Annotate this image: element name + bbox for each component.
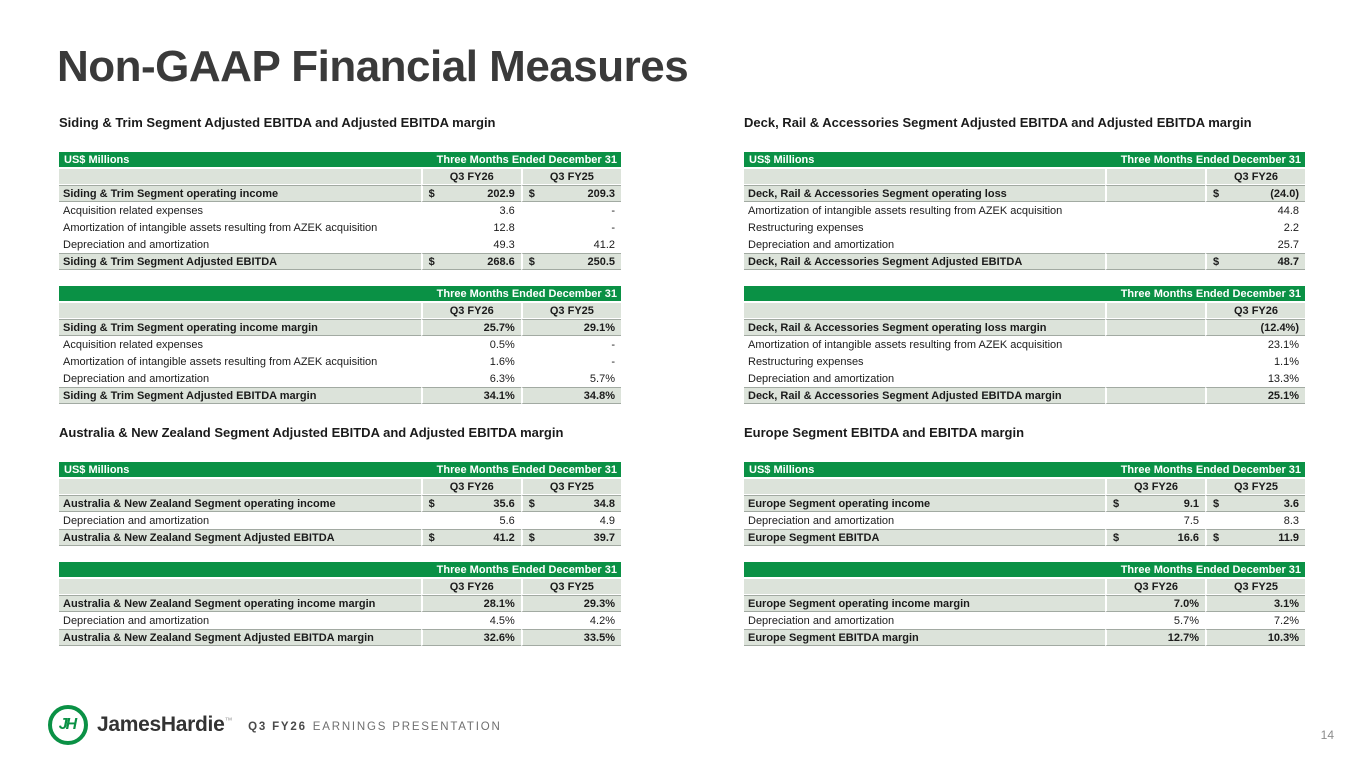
- subheader-spacer: [59, 169, 421, 185]
- row-value-cell: [521, 512, 621, 529]
- table-row: [744, 512, 1305, 529]
- row-label: Depreciation and amortization: [744, 512, 1105, 529]
- table-period-header: Three Months Ended December 31: [1105, 462, 1305, 479]
- row-value-cell: [1205, 370, 1305, 387]
- table-header-row: [744, 562, 1305, 579]
- brand-text: JamesHardie: [97, 713, 225, 736]
- table-subheader-row: [59, 169, 621, 185]
- column-header: Q3 FY26: [421, 479, 521, 495]
- section-heading: Australia & New Zealand Segment Adjusted EBITDA and Adjusted EBITDA margin: [59, 425, 564, 440]
- row-label: Restructuring expenses: [744, 219, 1105, 236]
- table-subheader-row: [59, 303, 621, 319]
- section-anz: [59, 426, 621, 646]
- currency-symbol: $: [428, 497, 435, 510]
- cell-value: 25.7: [1277, 238, 1300, 251]
- cell-value: 23.1%: [1267, 338, 1300, 351]
- table-row: [744, 612, 1305, 629]
- cell-value: 6.3%: [489, 372, 515, 385]
- cell-value: 7.2%: [1273, 614, 1300, 627]
- row-value-cell: [521, 353, 621, 370]
- row-value-cell: [421, 495, 521, 512]
- table-row: [59, 595, 621, 612]
- column-header: Q3 FY26: [421, 303, 521, 319]
- table-row: [744, 495, 1305, 512]
- column-header: Q3 FY26: [421, 579, 521, 595]
- currency-symbol: $: [528, 497, 535, 510]
- row-value-cell: [1205, 387, 1305, 404]
- row-value-cell: [1105, 529, 1205, 546]
- cell-value: 44.8: [1277, 204, 1300, 217]
- cell-value: 25.1%: [1267, 389, 1300, 402]
- table-subheader-row: [744, 579, 1305, 595]
- table-row: [744, 219, 1305, 236]
- logo-monogram: JH: [58, 716, 76, 733]
- row-value-cell: [421, 595, 521, 612]
- row-label: Siding & Trim Segment operating income: [59, 185, 421, 202]
- table-row: [59, 336, 621, 353]
- row-value-cell: [1205, 336, 1305, 353]
- cell-value: 25.7%: [483, 321, 515, 334]
- cell-value: 3.1%: [1273, 597, 1300, 610]
- cell-value: 41.2: [493, 531, 515, 544]
- row-value-cell: [1105, 612, 1205, 629]
- currency-symbol: $: [528, 187, 535, 200]
- table-subheader-row: [744, 479, 1305, 495]
- section-heading: Europe Segment EBITDA and EBITDA margin: [744, 425, 1025, 440]
- table-header-row: [744, 462, 1305, 479]
- right-column: [744, 116, 1305, 662]
- cell-value: 39.7: [593, 531, 615, 544]
- cell-value: 29.3%: [583, 597, 615, 610]
- row-label: Depreciation and amortization: [59, 370, 421, 387]
- table-header-row: [744, 286, 1305, 303]
- cell-value: 5.6: [499, 514, 515, 527]
- table-row: [744, 595, 1305, 612]
- row-value-cell: [1205, 319, 1305, 336]
- table-header-row: [59, 462, 621, 479]
- table-row: [59, 185, 621, 202]
- table-row: [744, 202, 1305, 219]
- section-deck-rail: [744, 116, 1305, 404]
- subheader-spacer: [59, 479, 421, 495]
- row-value-cell: [1105, 185, 1205, 202]
- row-value-cell: [521, 595, 621, 612]
- cell-value: 12.7%: [1167, 631, 1199, 644]
- column-header: Q3 FY26: [1205, 169, 1305, 185]
- currency-symbol: $: [1213, 187, 1220, 200]
- row-label: Europe Segment EBITDA: [744, 529, 1105, 546]
- table-unit-label: US$ Millions: [744, 152, 1105, 169]
- row-value-cell: [521, 319, 621, 336]
- subheader-spacer: [744, 579, 1105, 595]
- table-row: [59, 202, 621, 219]
- row-value-cell: [1205, 236, 1305, 253]
- cell-value: 1.1%: [1273, 355, 1300, 368]
- row-label: Amortization of intangible assets resulting from AZEK acquisition: [744, 202, 1105, 219]
- cell-value: 28.1%: [483, 597, 515, 610]
- table-row: [744, 236, 1305, 253]
- currency-symbol: $: [1213, 531, 1220, 544]
- cell-value: 202.9: [487, 187, 515, 200]
- table-period-header: Three Months Ended December 31: [1105, 152, 1305, 169]
- row-value-cell: [421, 185, 521, 202]
- table-row: [59, 612, 621, 629]
- cell-value: 34.8%: [583, 389, 615, 402]
- row-value-cell: [421, 353, 521, 370]
- row-value-cell: [521, 387, 621, 404]
- row-value-cell: [1105, 319, 1205, 336]
- cell-value: 34.8: [593, 497, 615, 510]
- table-row: [744, 319, 1305, 336]
- subheader-spacer: [59, 303, 421, 319]
- europe-margin-table: [744, 562, 1305, 646]
- deck-rail-margin-table: [744, 286, 1305, 404]
- column-header: Q3 FY25: [521, 303, 621, 319]
- row-label: Australia & New Zealand Segment Adjusted EBITDA: [59, 529, 421, 546]
- row-value-cell: [521, 185, 621, 202]
- row-value-cell: [1105, 595, 1205, 612]
- anz-margin-table: [59, 562, 621, 646]
- row-value-cell: [1105, 253, 1205, 270]
- cell-value: 33.5%: [583, 631, 615, 644]
- cell-value: 0.5%: [489, 338, 515, 351]
- subheader-spacer: [59, 579, 421, 595]
- table-period-header: Three Months Ended December 31: [421, 152, 621, 169]
- table-row: [59, 370, 621, 387]
- james-hardie-logo-icon: [48, 705, 88, 745]
- cell-value: 7.5: [1183, 514, 1199, 527]
- row-value-cell: [421, 370, 521, 387]
- row-value-cell: [421, 219, 521, 236]
- row-value-cell: [1205, 595, 1305, 612]
- cell-value: 1.6%: [489, 355, 515, 368]
- footer-caption-text: EARNINGS PRESENTATION: [312, 721, 502, 733]
- table-row: [744, 185, 1305, 202]
- deck-rail-ebitda-table: [744, 152, 1305, 270]
- cell-value: 49.3: [493, 238, 515, 251]
- row-label: Acquisition related expenses: [59, 202, 421, 219]
- cell-value: 209.3: [587, 187, 615, 200]
- table-unit-label: US$ Millions: [744, 462, 1105, 479]
- cell-value: 11.9: [1278, 531, 1300, 544]
- row-label: Europe Segment EBITDA margin: [744, 629, 1105, 646]
- row-value-cell: [1205, 495, 1305, 512]
- row-value-cell: [421, 387, 521, 404]
- column-header: Q3 FY26: [1105, 479, 1205, 495]
- currency-symbol: $: [428, 531, 435, 544]
- row-value-cell: [1205, 629, 1305, 646]
- column-header: Q3 FY26: [1205, 303, 1305, 319]
- table-row: [744, 253, 1305, 270]
- row-value-cell: [1205, 529, 1305, 546]
- row-value-cell: [1105, 236, 1205, 253]
- row-value-cell: [1205, 512, 1305, 529]
- trademark-symbol: ™: [224, 716, 233, 725]
- row-value-cell: [421, 512, 521, 529]
- cell-value: 41.2: [593, 238, 615, 251]
- row-label: Australia & New Zealand Segment Adjusted EBITDA margin: [59, 629, 421, 646]
- row-value-cell: [1105, 353, 1205, 370]
- cell-value: 3.6: [1283, 497, 1300, 510]
- siding-trim-margin-table: [59, 286, 621, 404]
- table-unit-label: [744, 562, 1105, 579]
- row-value-cell: [1105, 495, 1205, 512]
- europe-ebitda-table: [744, 462, 1305, 546]
- subheader-spacer: [744, 169, 1105, 185]
- row-value-cell: [421, 629, 521, 646]
- cell-value: 9.1: [1183, 497, 1199, 510]
- column-header: Q3 FY25: [1205, 579, 1305, 595]
- section-heading: Siding & Trim Segment Adjusted EBITDA and Adjusted EBITDA margin: [59, 115, 496, 130]
- row-label: Amortization of intangible assets resulting from AZEK acquisition: [59, 219, 421, 236]
- table-row: [59, 219, 621, 236]
- row-label: Amortization of intangible assets resulting from AZEK acquisition: [744, 336, 1105, 353]
- table-row: [59, 495, 621, 512]
- cell-value: 16.6: [1177, 531, 1199, 544]
- table-row: [59, 387, 621, 404]
- row-label: Deck, Rail & Accessories Segment operating loss margin: [744, 319, 1105, 336]
- row-label: Depreciation and amortization: [59, 612, 421, 629]
- row-label: Deck, Rail & Accessories Segment Adjusted EBITDA margin: [744, 387, 1105, 404]
- cell-value: 7.0%: [1173, 597, 1199, 610]
- cell-value: 250.5: [587, 255, 615, 268]
- row-value-cell: [421, 319, 521, 336]
- column-header: Q3 FY25: [521, 579, 621, 595]
- row-value-cell: [1205, 202, 1305, 219]
- row-value-cell: [421, 529, 521, 546]
- footer-caption: [248, 717, 501, 733]
- row-value-cell: [1105, 387, 1205, 404]
- cell-value: 8.3: [1283, 514, 1300, 527]
- table-header-row: [59, 152, 621, 169]
- table-unit-label: [59, 286, 421, 303]
- left-column: [59, 116, 621, 662]
- row-value-cell: [1105, 370, 1205, 387]
- row-value-cell: [1205, 253, 1305, 270]
- row-label: Europe Segment operating income: [744, 495, 1105, 512]
- table-period-header: Three Months Ended December 31: [421, 562, 621, 579]
- column-header: Q3 FY25: [521, 169, 621, 185]
- row-label: Acquisition related expenses: [59, 336, 421, 353]
- table-period-header: Three Months Ended December 31: [1105, 286, 1305, 303]
- row-label: Depreciation and amortization: [744, 236, 1105, 253]
- column-header: Q3 FY26: [421, 169, 521, 185]
- cell-value: 34.1%: [483, 389, 515, 402]
- row-value-cell: [1105, 219, 1205, 236]
- row-label: Australia & New Zealand Segment operating income: [59, 495, 421, 512]
- currency-symbol: $: [1113, 497, 1120, 510]
- cell-value: 3.6: [499, 204, 515, 217]
- row-value-cell: [421, 336, 521, 353]
- row-value-cell: [421, 202, 521, 219]
- column-header: [1105, 169, 1205, 185]
- row-label: Europe Segment operating income margin: [744, 595, 1105, 612]
- table-unit-label: [59, 562, 421, 579]
- row-value-cell: [521, 236, 621, 253]
- table-row: [59, 353, 621, 370]
- table-row: [59, 629, 621, 646]
- table-header-row: [744, 152, 1305, 169]
- cell-value: 4.5%: [489, 614, 515, 627]
- subheader-spacer: [744, 479, 1105, 495]
- row-value-cell: [521, 253, 621, 270]
- column-header: Q3 FY25: [521, 479, 621, 495]
- currency-symbol: $: [528, 531, 535, 544]
- table-subheader-row: [59, 579, 621, 595]
- row-value-cell: [421, 612, 521, 629]
- row-value-cell: [1105, 336, 1205, 353]
- currency-symbol: $: [1113, 531, 1120, 544]
- row-label: Depreciation and amortization: [744, 612, 1105, 629]
- table-row: [744, 629, 1305, 646]
- cell-value: 4.2%: [589, 614, 615, 627]
- table-row: [59, 236, 621, 253]
- cell-value: (12.4%): [1260, 321, 1300, 334]
- row-value-cell: [521, 202, 621, 219]
- table-subheader-row: [744, 169, 1305, 185]
- row-label: Amortization of intangible assets resulting from AZEK acquisition: [59, 353, 421, 370]
- table-row: [59, 512, 621, 529]
- row-label: Australia & New Zealand Segment operating income margin: [59, 595, 421, 612]
- page-number: 14: [1320, 728, 1334, 742]
- row-label: Depreciation and amortization: [744, 370, 1105, 387]
- row-value-cell: [1205, 353, 1305, 370]
- column-header: Q3 FY26: [1105, 579, 1205, 595]
- page-title: Non-GAAP Financial Measures: [57, 42, 689, 91]
- row-value-cell: [521, 370, 621, 387]
- currency-symbol: $: [428, 187, 435, 200]
- cell-value: 10.3%: [1267, 631, 1300, 644]
- cell-value: 48.7: [1277, 255, 1300, 268]
- footer-quarter: Q3 FY26: [248, 721, 307, 733]
- row-value-cell: [521, 612, 621, 629]
- row-label: Restructuring expenses: [744, 353, 1105, 370]
- row-value-cell: [1105, 512, 1205, 529]
- cell-value: 4.9: [599, 514, 615, 527]
- cell-value: 29.1%: [583, 321, 615, 334]
- cell-value: 5.7%: [589, 372, 615, 385]
- row-label: Depreciation and amortization: [59, 512, 421, 529]
- section-heading: Deck, Rail & Accessories Segment Adjusted EBITDA and Adjusted EBITDA margin: [744, 115, 1252, 130]
- brand-name: [97, 713, 232, 737]
- row-label: Deck, Rail & Accessories Segment Adjusted EBITDA: [744, 253, 1105, 270]
- table-unit-label: [744, 286, 1105, 303]
- cell-value: 12.8: [493, 221, 515, 234]
- row-value-cell: [1105, 629, 1205, 646]
- row-value-cell: [521, 495, 621, 512]
- currency-symbol: $: [1213, 497, 1220, 510]
- table-row: [744, 387, 1305, 404]
- cell-value: 268.6: [487, 255, 515, 268]
- table-period-header: Three Months Ended December 31: [421, 286, 621, 303]
- row-label: Deck, Rail & Accessories Segment operating loss: [744, 185, 1105, 202]
- row-value-cell: [1205, 219, 1305, 236]
- cell-value: 5.7%: [1173, 614, 1199, 627]
- row-value-cell: [521, 336, 621, 353]
- cell-value: 13.3%: [1267, 372, 1300, 385]
- column-header: [1105, 303, 1205, 319]
- table-unit-label: US$ Millions: [59, 152, 421, 169]
- cell-value: (24.0): [1270, 187, 1300, 200]
- cell-value: 32.6%: [483, 631, 515, 644]
- cell-value: -: [611, 338, 615, 351]
- row-value-cell: [521, 629, 621, 646]
- cell-value: -: [611, 204, 615, 217]
- row-label: Siding & Trim Segment Adjusted EBITDA margin: [59, 387, 421, 404]
- cell-value: 2.2: [1283, 221, 1300, 234]
- section-europe: [744, 426, 1305, 646]
- row-value-cell: [1205, 612, 1305, 629]
- table-period-header: Three Months Ended December 31: [1105, 562, 1305, 579]
- row-value-cell: [421, 236, 521, 253]
- table-row: [59, 253, 621, 270]
- row-value-cell: [521, 219, 621, 236]
- table-row: [744, 370, 1305, 387]
- siding-trim-ebitda-table: [59, 152, 621, 270]
- row-value-cell: [1105, 202, 1205, 219]
- cell-value: -: [611, 355, 615, 368]
- cell-value: -: [611, 221, 615, 234]
- subheader-spacer: [744, 303, 1105, 319]
- row-value-cell: [1205, 185, 1305, 202]
- row-label: Siding & Trim Segment operating income margin: [59, 319, 421, 336]
- row-value-cell: [421, 253, 521, 270]
- cell-value: 35.6: [493, 497, 515, 510]
- table-subheader-row: [744, 303, 1305, 319]
- row-value-cell: [521, 529, 621, 546]
- table-row: [744, 529, 1305, 546]
- anz-ebitda-table: [59, 462, 621, 546]
- table-header-row: [59, 286, 621, 303]
- table-row: [744, 353, 1305, 370]
- table-row: [59, 529, 621, 546]
- table-subheader-row: [59, 479, 621, 495]
- column-header: Q3 FY25: [1205, 479, 1305, 495]
- section-siding-trim: [59, 116, 621, 404]
- footer: [48, 705, 502, 745]
- table-row: [59, 319, 621, 336]
- table-row: [744, 336, 1305, 353]
- currency-symbol: $: [428, 255, 435, 268]
- row-label: Siding & Trim Segment Adjusted EBITDA: [59, 253, 421, 270]
- currency-symbol: $: [528, 255, 535, 268]
- table-unit-label: US$ Millions: [59, 462, 421, 479]
- currency-symbol: $: [1213, 255, 1220, 268]
- table-header-row: [59, 562, 621, 579]
- row-label: Depreciation and amortization: [59, 236, 421, 253]
- table-period-header: Three Months Ended December 31: [421, 462, 621, 479]
